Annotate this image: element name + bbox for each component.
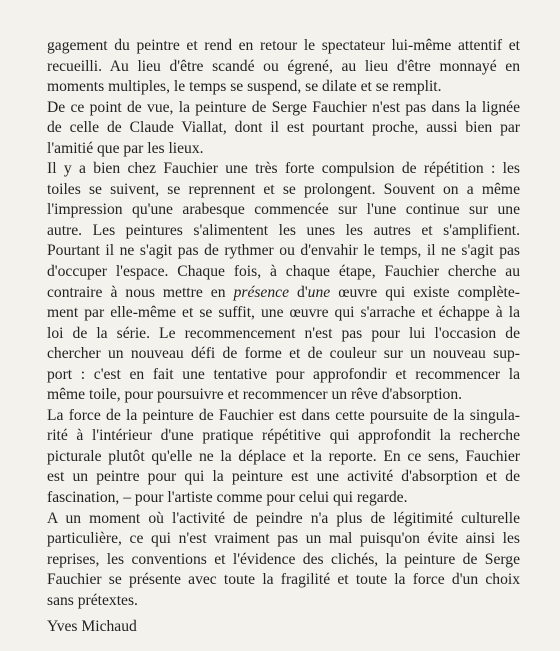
text-line: port : c'est en fait une tentative pour approfondir et recommencer la — [47, 365, 520, 383]
text-line: La force de la peinture de Fauchier est dans cette poursuite de la singula- — [47, 406, 520, 424]
text-line: loi de la série. Le recommencement n'est pas pour lui l'occasion de — [47, 324, 520, 342]
italic-word: présence — [233, 283, 289, 301]
paragraph-2 — [47, 98, 520, 160]
paragraph-4 — [47, 406, 520, 509]
text-line: gagement du peintre et rend en retour le spectateur lui-même attentif et — [47, 37, 520, 54]
italic-word: une — [307, 283, 331, 301]
text-line: de celle de Claude Viallat, dont il est pourtant proche, aussi bien par — [47, 119, 520, 137]
paragraph-1 — [47, 36, 520, 98]
text-line: moments multiples, le temps se suspend, se dilate et se remplit. — [47, 78, 442, 96]
text-line: l'impression qu'une arabesque commencée sur l'une continue sur une — [47, 201, 520, 219]
text-line: picturale plutôt qu'elle ne la déplace et la reporte. En ce sens, Fauchier — [47, 447, 520, 465]
text-line: Fauchier se présente avec toute la fragilité et toute la force d'un choix — [47, 571, 520, 589]
text-line: l'amitié que par les lieux. — [47, 139, 204, 157]
text-line: Il y a bien chez Fauchier une très forte compulsion de répétition : les — [47, 160, 520, 178]
paragraph-3 — [47, 159, 520, 406]
text-line: chercher un nouveau défi de forme et de couleur sur un nouveau sup- — [47, 345, 520, 363]
text-line: rité à l'intérieur d'une pratique répétitive qui approfondit la recherche — [47, 427, 520, 445]
text-line: Pourtant il ne s'agit pas de rythmer ou d'envahir le temps, il ne s'agit pas — [47, 242, 520, 260]
text-line: particulière, ce qui n'est vraiment pas un mal puisqu'on évite ainsi les — [47, 530, 520, 548]
text-line: fascination, – pour l'artiste comme pour celui qui regarde. — [47, 489, 408, 507]
text-line: toiles se suivent, se reprennent et se prolongent. Souvent on a même — [47, 180, 520, 198]
text-segment: œuvre qui existe complète- — [330, 283, 520, 301]
author-signature: Yves Michaud — [47, 618, 137, 636]
text-line: reprises, les conventions et l'évidence des clichés, la peinture de Serge — [47, 550, 520, 568]
text-line: autre. Les peintures s'alimentent les unes les autres et s'amplifient. — [47, 221, 520, 239]
text-line: est un peintre pour qui la peinture est une activité d'absorption et de — [47, 468, 520, 486]
text-line-with-italics — [47, 283, 520, 304]
text-segment: d' — [289, 283, 308, 301]
text-line: sans prétextes. — [47, 591, 138, 609]
paragraph-5 — [47, 509, 520, 612]
text-line: même toile, pour poursuivre et recommencer un rêve d'absorption. — [47, 386, 463, 404]
text-line: d'occuper l'espace. Chaque fois, à chaque étape, Fauchier cherche au — [47, 263, 520, 281]
text-line: De ce point de vue, la peinture de Serge Fauchier n'est pas dans la lignée — [47, 98, 520, 116]
text-segment: contraire à nous mettre en — [47, 283, 234, 301]
text-line: recueilli. Au lieu d'être scandé ou égrené, au lieu d'être monnayé en — [47, 57, 520, 75]
text-line: A un moment où l'activité de peindre n'a plus de légitimité culturelle — [47, 509, 520, 527]
text-line: ment par elle-même et se suffit, une œuvre qui s'arrache et échappe à la — [47, 304, 520, 322]
